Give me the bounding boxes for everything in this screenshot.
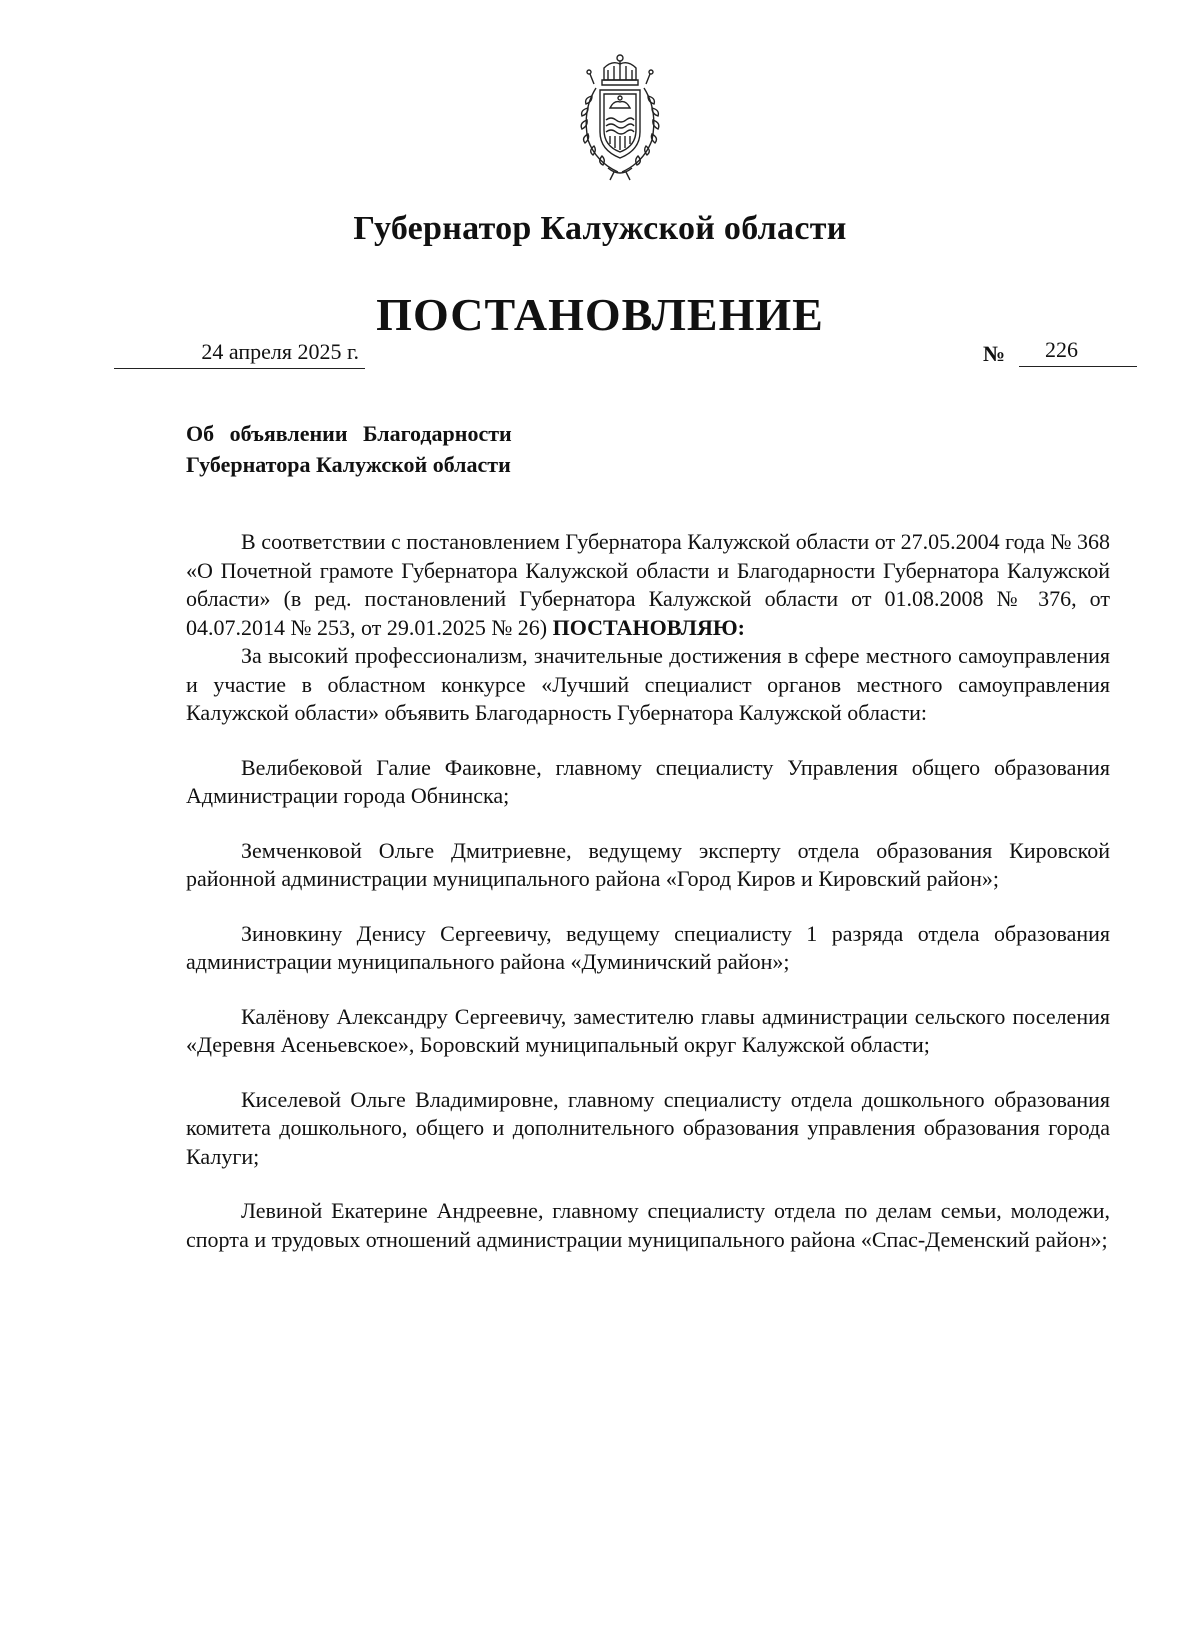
authority-title: Губернатор Калужской области (353, 210, 847, 247)
document-subject (186, 418, 606, 480)
document-number: 226 (1019, 337, 1137, 367)
recipient-paragraph: Калёнову Александру Сергеевичу, заместителю главы администрации сельского поселения «Деревня Асеньевское», Боровский муниципальный округ Калужской области; (186, 1003, 1110, 1057)
subject-line-1: Об объявлении Благодарности (186, 421, 512, 446)
document-date: 24 апреля 2025 г. (114, 339, 365, 369)
decree-word: ПОСТАНОВЛЯЮ: (552, 614, 745, 640)
document-type-title: ПОСТАНОВЛЕНИЕ (376, 289, 824, 340)
preamble-text: В соответствии с постановлением Губернатора Калужской области от 27.05.2004 года № 368 «О Почетной грамоте Губернатора Калужской области и Благодарности Губернатора Калужской области» (в ред. постановлений Губернатора Калужской области от 01.08.2008 № 376, от 04.07.2014 № 253, от 29.01.2025 № 26) (186, 529, 1110, 640)
number-sign: № (983, 341, 1006, 366)
recipient-paragraph: Зиновкину Денису Сергеевичу, ведущему специалисту 1 разряда отдела образования администрации муниципального района «Думиничский район»; (186, 920, 1110, 974)
recipient-paragraph: Киселевой Ольге Владимировне, главному специалисту отдела дошкольного образования комитета дошкольного, общего и дополнительного образования управления образования города Калуги; (186, 1086, 1110, 1169)
preamble-paragraph (186, 528, 1110, 642)
recipient-paragraph: Велибековой Галие Фаиковне, главному специалисту Управления общего образования Администрации города Обнинска; (186, 754, 1110, 808)
recipient-paragraph: Левиной Екатерине Андреевне, главному специалисту отдела по делам семьи, молодежи, спорта и трудовых отношений администрации муниципального района «Спас-Деменский район»; (186, 1198, 1110, 1252)
document-body (186, 528, 1110, 1254)
subject-line-2: Губернатора Калужской области (186, 452, 511, 477)
kaluga-coat-of-arms-icon (568, 50, 672, 182)
intro-paragraph: За высокий профессионализм, значительные достижения в сфере местного самоуправления и участие в областном конкурсе «Лучший специалист органов местного самоуправления Калужской области» объявить Благодарность Губернатора Калужской области: (186, 643, 1110, 725)
recipient-paragraph: Земченковой Ольге Дмитриевне, ведущему эксперту отдела образования Кировской районной администрации муниципального района «Город Киров и Кировский район»; (186, 837, 1110, 891)
